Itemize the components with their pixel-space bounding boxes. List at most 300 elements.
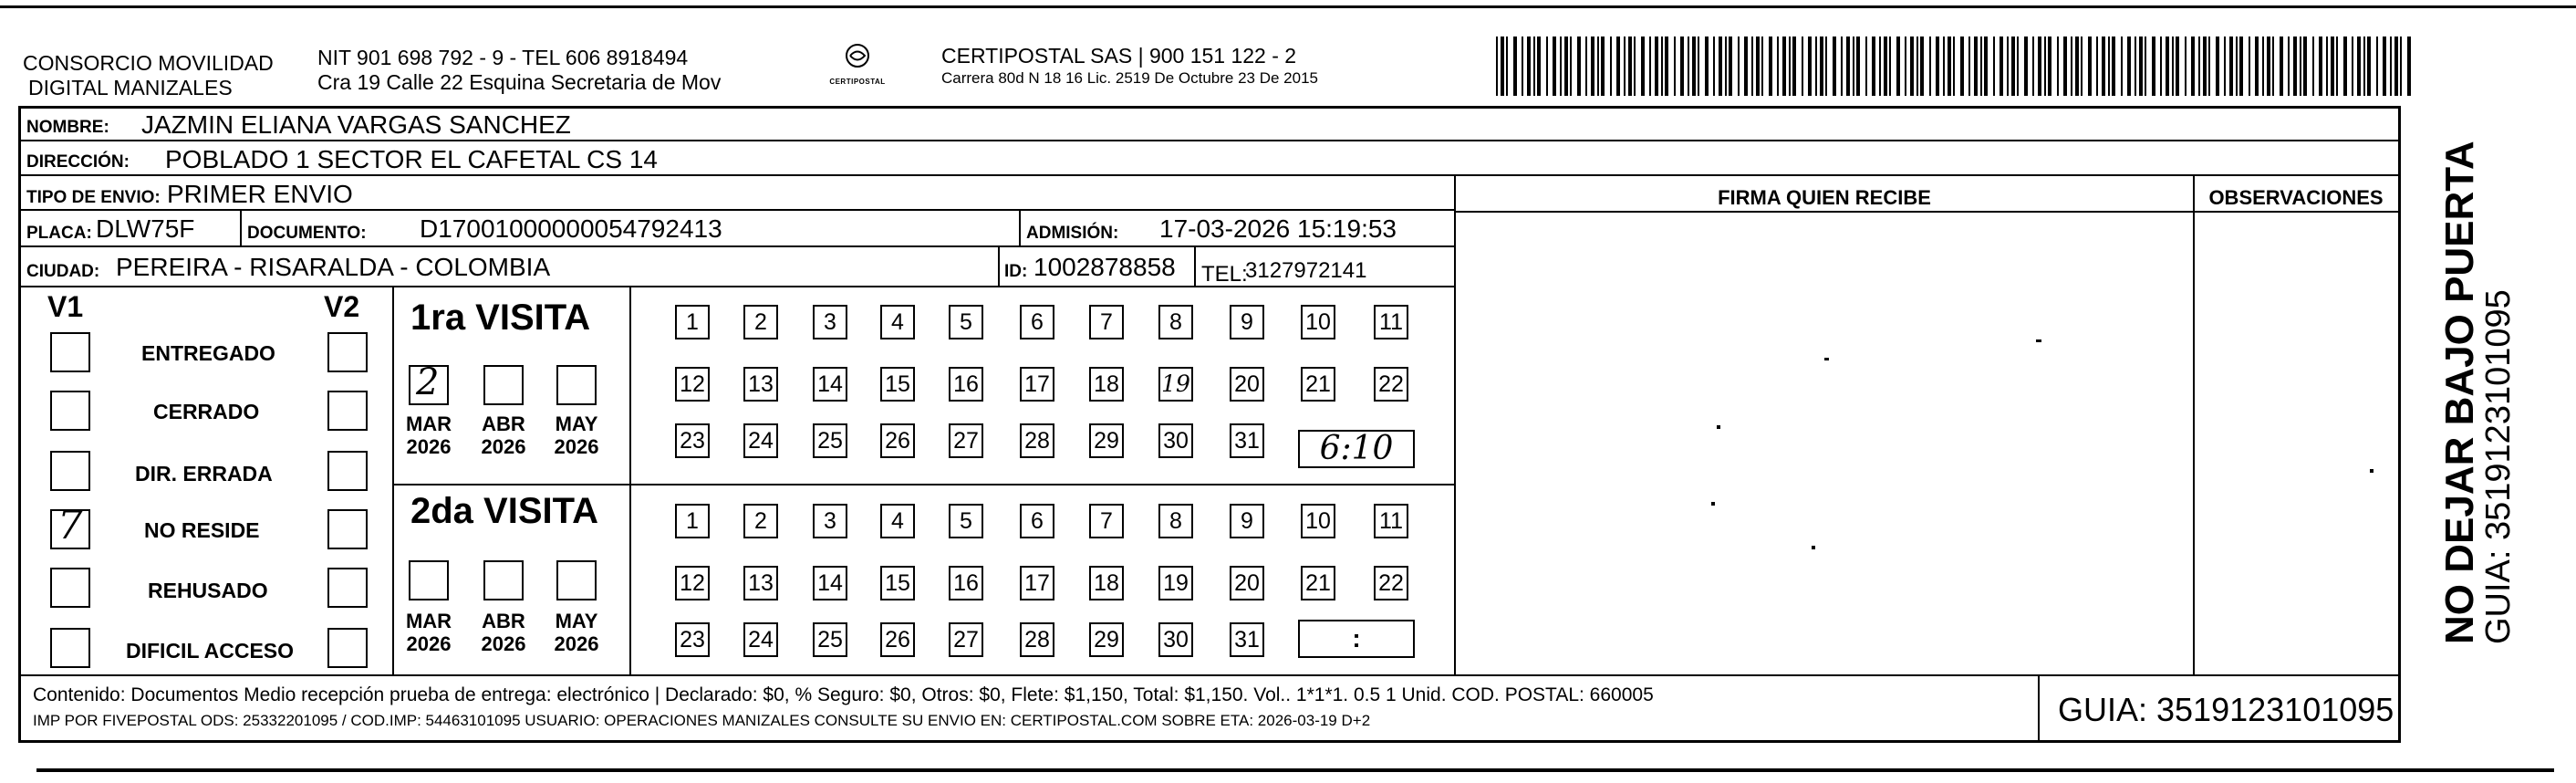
barcode-bar bbox=[1777, 37, 1779, 96]
first-visit-month-mar[interactable] bbox=[409, 361, 449, 405]
barcode-bar bbox=[2160, 37, 2162, 96]
speck bbox=[2370, 469, 2373, 473]
placa-label: PLACA: bbox=[26, 224, 92, 243]
barcode-bar bbox=[1916, 37, 1918, 96]
second-visit-day-11[interactable]: 11 bbox=[1374, 504, 1408, 538]
second-visit-month-label-abr: ABR 2026 bbox=[481, 610, 526, 655]
second-visit-day-10[interactable]: 10 bbox=[1301, 504, 1335, 538]
company-line2: DIGITAL MANIZALES bbox=[28, 76, 233, 99]
first-visit-day-20[interactable]: 20 bbox=[1230, 367, 1264, 402]
documento-value: D17001000000054792413 bbox=[420, 214, 722, 243]
second-visit-day-9[interactable]: 9 bbox=[1230, 504, 1264, 538]
barcode-bar bbox=[1974, 37, 1978, 96]
courier-info bbox=[941, 44, 1318, 89]
visit-split-line bbox=[394, 484, 1455, 485]
speck bbox=[2036, 339, 2041, 342]
first-visit-day-29[interactable]: 29 bbox=[1089, 423, 1124, 458]
barcode-bar bbox=[1591, 37, 1594, 96]
second-visit-title: 2da VISITA bbox=[410, 491, 598, 531]
second-visit-day-15[interactable]: 15 bbox=[880, 566, 915, 600]
documento-label: DOCUMENTO: bbox=[247, 224, 367, 243]
barcode-bar bbox=[1546, 37, 1548, 96]
option-entregado-label: ENTREGADO bbox=[141, 341, 275, 365]
v1-checkbox-dificil-acceso[interactable] bbox=[50, 628, 90, 668]
barcode-bar bbox=[2135, 37, 2136, 96]
first-visit-day-22[interactable]: 22 bbox=[1374, 367, 1408, 402]
barcode-bar bbox=[2216, 37, 2219, 96]
second-visit-day-18[interactable]: 18 bbox=[1089, 566, 1124, 600]
first-visit-month-may[interactable] bbox=[556, 365, 597, 405]
barcode-bar bbox=[1761, 37, 1763, 96]
barcode-bar bbox=[1910, 37, 1914, 96]
barcode-bar bbox=[1661, 37, 1663, 96]
second-visit-day-4[interactable]: 4 bbox=[880, 504, 915, 538]
barcode-bar bbox=[1713, 37, 1715, 96]
first-visit-month-label-may: MAY 2026 bbox=[554, 412, 599, 458]
barcode-bar bbox=[1624, 37, 1626, 96]
barcode-bar bbox=[2172, 37, 2174, 96]
barcode-bar bbox=[2236, 37, 2238, 96]
barcode-bar bbox=[2088, 37, 2092, 96]
barcode-bar bbox=[1601, 37, 1605, 96]
v2-checkbox-cerrado[interactable] bbox=[327, 391, 368, 431]
barcode-bar bbox=[2352, 37, 2353, 96]
first-visit-day-7[interactable]: 7 bbox=[1089, 305, 1124, 339]
first-visit-day-17[interactable]: 17 bbox=[1020, 367, 1054, 402]
barcode-bar bbox=[2267, 37, 2270, 96]
first-visit-day-18[interactable]: 18 bbox=[1089, 367, 1124, 402]
barcode-bar bbox=[1522, 37, 1523, 96]
first-visit-day-13[interactable]: 13 bbox=[743, 367, 778, 402]
barcode-bar bbox=[2000, 37, 2003, 96]
nombre-label: NOMBRE: bbox=[26, 118, 109, 137]
barcode-bar bbox=[2198, 37, 2200, 96]
barcode-bar bbox=[2224, 37, 2226, 96]
second-visit-day-8[interactable]: 8 bbox=[1158, 504, 1193, 538]
barcode-bar bbox=[2326, 37, 2328, 96]
nombre-row bbox=[21, 109, 2398, 141]
tel-label: TEL: bbox=[1201, 262, 1248, 287]
second-visit-day-26[interactable]: 26 bbox=[880, 622, 915, 657]
tel-value: 3127972141 bbox=[1245, 258, 1367, 283]
barcode-bar bbox=[2081, 37, 2083, 96]
first-visit-day-4[interactable]: 4 bbox=[880, 305, 915, 339]
v1-header: V1 bbox=[47, 290, 84, 323]
barcode-bar bbox=[2048, 37, 2051, 96]
barcode-bar bbox=[2152, 37, 2155, 96]
second-visit-month-label-mar: MAR 2026 bbox=[405, 610, 452, 655]
barcode-bar bbox=[2108, 37, 2110, 96]
observaciones-header: OBSERVACIONES bbox=[2208, 186, 2384, 209]
barcode-bar bbox=[1506, 37, 1508, 96]
barcode-bar bbox=[2007, 37, 2009, 96]
barcode-bar bbox=[2096, 37, 2098, 96]
barcode-bar bbox=[1920, 37, 1924, 96]
barcode-bar bbox=[2057, 37, 2059, 96]
barcode bbox=[1496, 37, 2413, 96]
barcode-bar bbox=[1865, 37, 1867, 96]
vertical-guia-text: GUIA: 3519123101095 bbox=[2479, 289, 2518, 644]
footer-guia: GUIA: 3519123101095 bbox=[2058, 691, 2394, 728]
tipo-value: PRIMER ENVIO bbox=[167, 180, 353, 208]
barcode-bar bbox=[2071, 37, 2072, 96]
second-visit-day-12[interactable]: 12 bbox=[675, 566, 710, 600]
first-visit-day-25[interactable]: 25 bbox=[813, 423, 847, 458]
second-visit-day-6[interactable]: 6 bbox=[1020, 504, 1054, 538]
barcode-bar bbox=[1872, 37, 1875, 96]
second-visit-day-5[interactable]: 5 bbox=[949, 504, 983, 538]
footer-guia-divider bbox=[2038, 674, 2040, 741]
second-visit-day-1[interactable]: 1 bbox=[675, 504, 710, 538]
second-visit-day-2[interactable]: 2 bbox=[743, 504, 778, 538]
ciudad-row bbox=[21, 247, 1455, 287]
obs-col-left-border bbox=[2193, 176, 2195, 674]
second-visit-day-28[interactable]: 28 bbox=[1020, 622, 1054, 657]
first-visit-day-14[interactable]: 14 bbox=[813, 367, 847, 402]
footer-imp: IMP POR FIVEPOSTAL ODS: 25332201095 / COD.IMP: 54463101095 USUARIO: OPERACIONES MANIZALES CONSULTE SU ENVIO EN: CERTIPOSTAL.COM SOBRE ETA: 2026-03-19 D+2 bbox=[33, 712, 1371, 729]
barcode-bar bbox=[2239, 37, 2243, 96]
status-divider bbox=[392, 287, 394, 674]
barcode-bar bbox=[1808, 37, 1812, 96]
first-visit-day-19[interactable]: 19 bbox=[1158, 367, 1193, 402]
barcode-bar bbox=[1833, 37, 1836, 96]
barcode-bar bbox=[1853, 37, 1854, 96]
barcode-bar bbox=[1792, 37, 1796, 96]
divider bbox=[1194, 247, 1196, 286]
barcode-bar bbox=[2075, 37, 2079, 96]
speck bbox=[1812, 546, 1815, 549]
second-visit-day-22[interactable]: 22 bbox=[1374, 566, 1408, 600]
barcode-bar bbox=[1889, 37, 1891, 96]
barcode-bar bbox=[2024, 37, 2028, 96]
admision-label: ADMISIÓN: bbox=[1026, 224, 1119, 243]
nit-line: NIT 901 698 792 - 9 - TEL 606 8918494 bbox=[317, 46, 689, 69]
first-visit-day-3[interactable]: 3 bbox=[813, 305, 847, 339]
barcode-bar bbox=[1815, 37, 1817, 96]
barcode-bar bbox=[1744, 37, 1748, 96]
barcode-bar bbox=[1802, 37, 1803, 96]
barcode-bar bbox=[2185, 37, 2186, 96]
first-visit-day-21[interactable]: 21 bbox=[1301, 367, 1335, 402]
barcode-bar bbox=[1527, 37, 1531, 96]
logo-icon bbox=[839, 42, 876, 73]
barcode-bar bbox=[2394, 37, 2398, 96]
barcode-bar bbox=[1688, 37, 1689, 96]
barcode-bar bbox=[1943, 37, 1945, 96]
first-visit-day-8[interactable]: 8 bbox=[1158, 305, 1193, 339]
barcode-bar bbox=[2203, 37, 2207, 96]
barcode-bar bbox=[2312, 37, 2314, 96]
v2-checkbox-dificil-acceso[interactable] bbox=[327, 628, 368, 668]
first-visit-day-6[interactable]: 6 bbox=[1020, 305, 1054, 339]
barcode-bar bbox=[1756, 37, 1760, 96]
second-visit-month-abr[interactable] bbox=[483, 560, 524, 600]
barcode-bar bbox=[2400, 37, 2402, 96]
tipo-label: TIPO DE ENVIO: bbox=[26, 188, 161, 207]
first-visit-day-2[interactable]: 2 bbox=[743, 305, 778, 339]
barcode-bar bbox=[2011, 37, 2015, 96]
company-contact bbox=[317, 46, 721, 95]
barcode-bar bbox=[2280, 37, 2283, 96]
barcode-bar bbox=[1725, 37, 1727, 96]
barcode-bar bbox=[2303, 37, 2307, 96]
second-visit-day-30[interactable]: 30 bbox=[1158, 622, 1193, 657]
option-cerrado-label: CERRADO bbox=[153, 400, 260, 423]
second-visit-day-27[interactable]: 27 bbox=[949, 622, 983, 657]
v1-checkbox-entregado[interactable] bbox=[50, 332, 90, 372]
right-header-line bbox=[1454, 211, 2398, 213]
barcode-bar bbox=[2038, 37, 2041, 96]
month-divider bbox=[629, 287, 631, 674]
divider bbox=[1019, 211, 1021, 245]
barcode-bar bbox=[1729, 37, 1732, 96]
first-visit-day-24[interactable]: 24 bbox=[743, 423, 778, 458]
barcode-bar bbox=[1501, 37, 1504, 96]
barcode-bar bbox=[1884, 37, 1887, 96]
barcode-bar bbox=[1929, 37, 1931, 96]
courier-line: CERTIPOSTAL SAS | 900 151 122 - 2 bbox=[941, 44, 1297, 68]
barcode-bar bbox=[1980, 37, 1982, 96]
placa-value: DLW75F bbox=[96, 214, 195, 243]
second-visit-day-17[interactable]: 17 bbox=[1020, 566, 1054, 600]
first-visit-month-label-mar: MAR 2026 bbox=[405, 412, 452, 458]
barcode-bar bbox=[2367, 37, 2371, 96]
second-visit-day-24[interactable]: 24 bbox=[743, 622, 778, 657]
vertical-notice-text: NO DEJAR BAJO PUERTA bbox=[2437, 141, 2482, 644]
barcode-bar bbox=[2229, 37, 2233, 96]
first-visit-day-10[interactable]: 10 bbox=[1301, 305, 1335, 339]
courier-address: Carrera 80d N 18 16 Lic. 2519 De Octubre 23 De 2015 bbox=[941, 69, 1318, 87]
barcode-bar bbox=[2331, 37, 2334, 96]
option-no-reside-label: NO RESIDE bbox=[144, 518, 260, 542]
barcode-bar bbox=[1616, 37, 1620, 96]
barcode-bar bbox=[2032, 37, 2034, 96]
barcode-bar bbox=[2343, 37, 2347, 96]
v1-checkbox-dir-errada[interactable] bbox=[50, 451, 90, 491]
first-visit-day-30[interactable]: 30 bbox=[1158, 423, 1193, 458]
first-visit-day-16[interactable]: 16 bbox=[949, 367, 983, 402]
second-visit-day-31[interactable]: 31 bbox=[1230, 622, 1264, 657]
placa-row bbox=[21, 211, 1455, 247]
barcode-bar bbox=[1936, 37, 1939, 96]
barcode-bar bbox=[2121, 37, 2123, 96]
barcode-bar bbox=[2044, 37, 2046, 96]
footer-contenido: Contenido: Documentos Medio recepción prueba de entrega: electrónico | Declarado: $0, % Seguro: $0, Otros: $0, Flete: $1,150, Total: $1,150. Vol.. 1*1*1. 0.5 1 Unid. COD. POSTAL: 660005 bbox=[33, 684, 1654, 705]
option-dir-errada-label: DIR. ERRADA bbox=[135, 462, 273, 485]
barcode-bar bbox=[1825, 37, 1827, 96]
barcode-bar bbox=[1570, 37, 1572, 96]
second-visit-month-may[interactable] bbox=[556, 560, 597, 600]
company-line1: CONSORCIO MOVILIDAD bbox=[23, 51, 274, 75]
v1-checkbox-cerrado[interactable] bbox=[50, 391, 90, 431]
barcode-bar bbox=[2336, 37, 2338, 96]
second-visit-day-25[interactable]: 25 bbox=[813, 622, 847, 657]
barcode-bar bbox=[1513, 37, 1517, 96]
barcode-bar bbox=[2363, 37, 2365, 96]
certipostal-logo bbox=[826, 42, 889, 92]
first-visit-day-27[interactable]: 27 bbox=[949, 423, 983, 458]
vertical-notice bbox=[2437, 141, 2519, 644]
option-dificil-acceso-label: DIFICIL ACCESO bbox=[126, 639, 295, 663]
barcode-bar bbox=[1496, 37, 1498, 96]
barcode-bar bbox=[1692, 37, 1696, 96]
barcode-bar bbox=[2255, 37, 2259, 96]
v1-checkbox-no-reside[interactable] bbox=[50, 502, 90, 549]
barcode-bar bbox=[2357, 37, 2361, 96]
ciudad-value: PEREIRA - RISARALDA - COLOMBIA bbox=[116, 253, 551, 281]
address-line: Cra 19 Calle 22 Esquina Secretaria de Mov bbox=[317, 70, 722, 94]
barcode-bar bbox=[2102, 37, 2105, 96]
first-visit-month-label-abr: ABR 2026 bbox=[481, 412, 526, 458]
barcode-bar bbox=[2191, 37, 2195, 96]
barcode-bar bbox=[1953, 37, 1955, 96]
second-visit-day-14[interactable]: 14 bbox=[813, 566, 847, 600]
barcode-bar bbox=[2383, 37, 2386, 96]
barcode-bar bbox=[1968, 37, 1970, 96]
barcode-bar bbox=[2376, 37, 2378, 96]
second-visit-day-16[interactable]: 16 bbox=[949, 566, 983, 600]
v1-checkbox-rehusado[interactable] bbox=[50, 568, 90, 608]
company-name bbox=[23, 51, 274, 100]
barcode-bar bbox=[1738, 37, 1740, 96]
logo-text: CERTIPOSTAL bbox=[829, 78, 886, 86]
direccion-value: POBLADO 1 SECTOR EL CAFETAL CS 14 bbox=[165, 145, 658, 173]
first-visit-day-31[interactable]: 31 bbox=[1230, 423, 1264, 458]
barcode-bar bbox=[1751, 37, 1753, 96]
checkmark: 7 bbox=[57, 502, 83, 548]
second-visit-time: : bbox=[1352, 624, 1361, 652]
second-visit-month-mar[interactable] bbox=[409, 560, 449, 600]
barcode-bar bbox=[1789, 37, 1791, 96]
ciudad-label: CIUDAD: bbox=[26, 262, 100, 281]
first-visit-day-26[interactable]: 26 bbox=[880, 423, 915, 458]
second-visit-day-29[interactable]: 29 bbox=[1089, 622, 1124, 657]
second-visit-day-3[interactable]: 3 bbox=[813, 504, 847, 538]
barcode-bar bbox=[1553, 37, 1556, 96]
admision-value: 17-03-2026 15:19:53 bbox=[1159, 214, 1397, 243]
speck bbox=[1717, 425, 1720, 429]
barcode-bar bbox=[1856, 37, 1860, 96]
first-visit-day-23[interactable]: 23 bbox=[675, 423, 710, 458]
barcode-bar bbox=[1769, 37, 1772, 96]
barcode-bar bbox=[1705, 37, 1709, 96]
barcode-bar bbox=[1820, 37, 1823, 96]
second-visit-day-7[interactable]: 7 bbox=[1089, 504, 1124, 538]
v2-checkbox-rehusado[interactable] bbox=[327, 568, 368, 608]
first-visit-day-5[interactable]: 5 bbox=[949, 305, 983, 339]
second-visit-month-label-may: MAY 2026 bbox=[554, 610, 599, 655]
first-visit-month-abr[interactable] bbox=[483, 365, 524, 405]
second-visit-day-21[interactable]: 21 bbox=[1301, 566, 1335, 600]
barcode-bar bbox=[1655, 37, 1658, 96]
v2-checkbox-entregado[interactable] bbox=[327, 332, 368, 372]
barcode-bar bbox=[1577, 37, 1581, 96]
barcode-bar bbox=[2208, 37, 2210, 96]
id-label: ID: bbox=[1004, 262, 1028, 281]
direccion-row bbox=[21, 141, 2398, 176]
first-visit-time: 6:10 bbox=[1319, 430, 1394, 467]
barcode-bar bbox=[2145, 37, 2146, 96]
barcode-bar bbox=[2272, 37, 2274, 96]
divider bbox=[240, 211, 242, 245]
tipo-row bbox=[21, 176, 1455, 211]
nombre-value: JAZMIN ELIANA VARGAS SANCHEZ bbox=[141, 110, 571, 139]
barcode-bar bbox=[2063, 37, 2067, 96]
barcode-bar bbox=[2319, 37, 2322, 96]
v2-header: V2 bbox=[324, 290, 360, 323]
firma-header: FIRMA QUIEN RECIBE bbox=[1718, 186, 1931, 209]
barcode-bar bbox=[2390, 37, 2392, 96]
v2-checkbox-no-reside[interactable] bbox=[327, 509, 368, 549]
barcode-bar bbox=[1905, 37, 1906, 96]
first-visit-time-box[interactable] bbox=[1298, 430, 1415, 468]
barcode-bar bbox=[2249, 37, 2250, 96]
speck bbox=[1824, 358, 1829, 360]
second-visit-day-19[interactable]: 19 bbox=[1158, 566, 1193, 600]
top-border bbox=[0, 5, 2576, 8]
barcode-bar bbox=[1564, 37, 1568, 96]
first-visit-day-15[interactable]: 15 bbox=[880, 367, 915, 402]
barcode-bar bbox=[1641, 37, 1645, 96]
barcode-bar bbox=[1628, 37, 1632, 96]
barcode-bar bbox=[2176, 37, 2179, 96]
barcode-bar bbox=[2166, 37, 2169, 96]
barcode-bar bbox=[1984, 37, 1988, 96]
barcode-bar bbox=[2288, 37, 2290, 96]
first-visit-day-12[interactable]: 12 bbox=[675, 367, 710, 402]
v2-checkbox-dir-errada[interactable] bbox=[327, 451, 368, 491]
barcode-bar bbox=[1674, 37, 1676, 96]
first-visit-day-28[interactable]: 28 bbox=[1020, 423, 1054, 458]
second-visit-day-13[interactable]: 13 bbox=[743, 566, 778, 600]
first-visit-day-1[interactable]: 1 bbox=[675, 305, 710, 339]
barcode-bar bbox=[1537, 37, 1541, 96]
second-visit-day-23[interactable]: 23 bbox=[675, 622, 710, 657]
second-visit-time-box[interactable] bbox=[1298, 620, 1415, 658]
barcode-bar bbox=[1680, 37, 1684, 96]
barcode-bar bbox=[1782, 37, 1786, 96]
barcode-bar bbox=[2293, 37, 2297, 96]
barcode-bar bbox=[1560, 37, 1562, 96]
month-mark: 2 bbox=[416, 361, 440, 403]
barcode-bar bbox=[1896, 37, 1900, 96]
barcode-bar bbox=[2407, 37, 2411, 96]
barcode-bar bbox=[1610, 37, 1612, 96]
first-visit-day-11[interactable]: 11 bbox=[1374, 305, 1408, 339]
barcode-bar bbox=[1960, 37, 1964, 96]
barcode-bar bbox=[1698, 37, 1699, 96]
barcode-bar bbox=[2112, 37, 2115, 96]
option-rehusado-label: REHUSADO bbox=[148, 579, 268, 602]
barcode-bar bbox=[2017, 37, 2019, 96]
barcode-bar bbox=[1649, 37, 1651, 96]
barcode-bar bbox=[1993, 37, 1995, 96]
barcode-bar bbox=[2139, 37, 2143, 96]
barcode-bar bbox=[1948, 37, 1951, 96]
barcode-bar bbox=[1585, 37, 1587, 96]
speck bbox=[1711, 502, 1715, 506]
second-visit-day-20[interactable]: 20 bbox=[1230, 566, 1264, 600]
barcode-bar bbox=[2300, 37, 2301, 96]
direccion-label: DIRECCIÓN: bbox=[26, 152, 130, 172]
barcode-bar bbox=[1846, 37, 1850, 96]
first-visit-day-9[interactable]: 9 bbox=[1230, 305, 1264, 339]
bottom-border bbox=[36, 768, 2554, 772]
divider bbox=[998, 247, 1000, 286]
footer-top-line bbox=[21, 674, 2398, 676]
barcode-bar bbox=[1719, 37, 1722, 96]
barcode-bar bbox=[2127, 37, 2131, 96]
